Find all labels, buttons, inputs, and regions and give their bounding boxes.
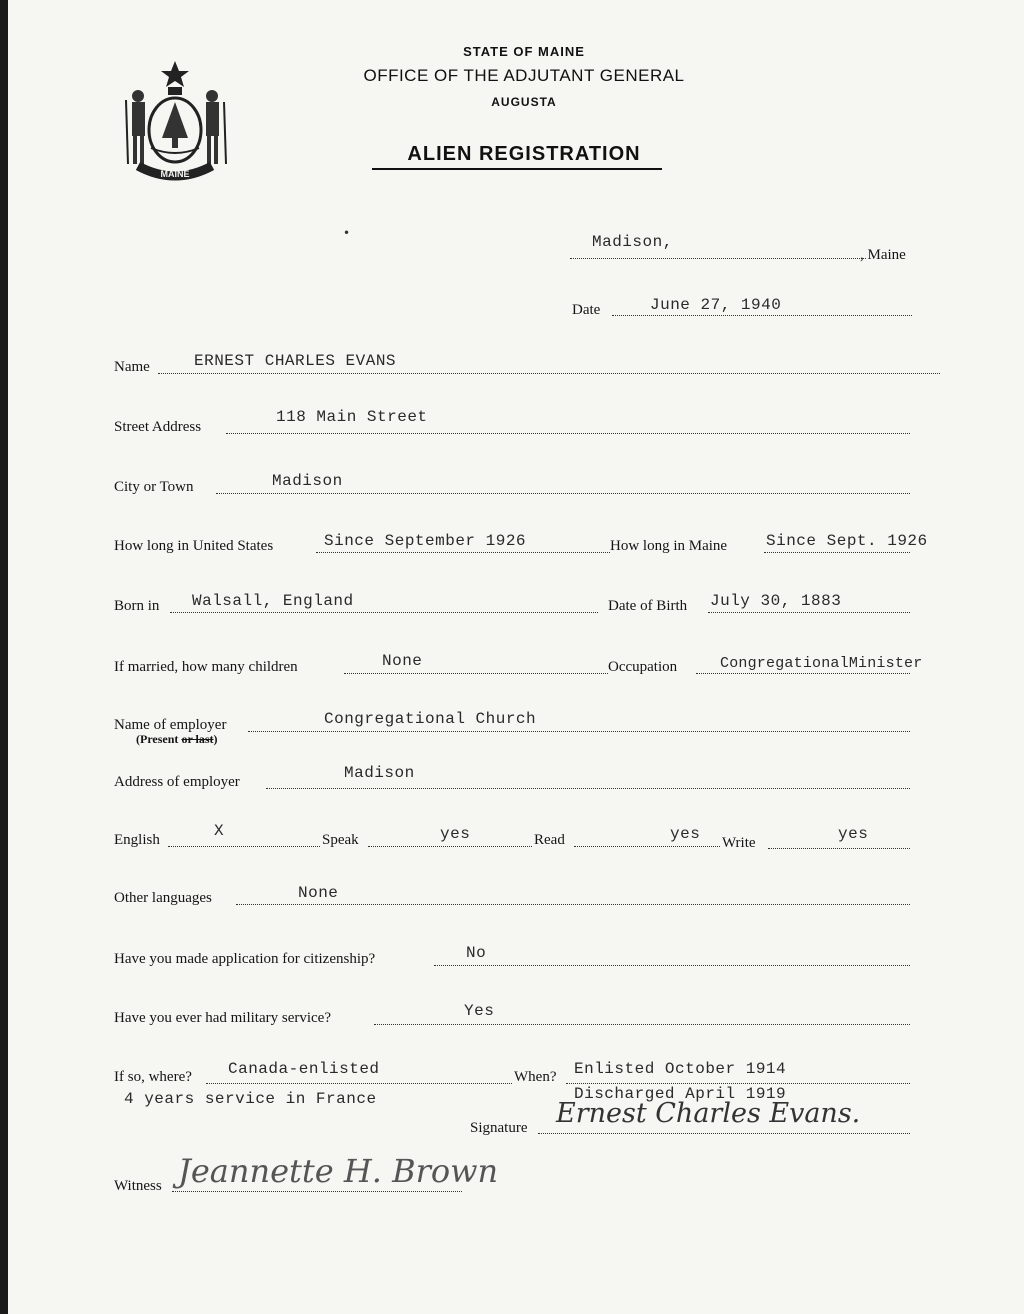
- children-value: None: [382, 652, 423, 670]
- date-label: Date: [572, 302, 601, 318]
- stray-mark: •: [343, 226, 351, 240]
- how-long-us-label: How long in United States: [114, 538, 274, 554]
- employer-value: Congregational Church: [324, 710, 537, 728]
- dob-label: Date of Birth: [608, 598, 688, 614]
- form-page: [8, 0, 1024, 1314]
- employer-address-label: Address of employer: [114, 774, 240, 790]
- how-long-us-value: Since September 1926: [324, 532, 527, 550]
- city-town-label: City or Town: [114, 479, 194, 495]
- dob-value: July 30, 1883: [710, 592, 842, 610]
- citizenship-label: Have you made application for citizenship?: [114, 951, 376, 967]
- witness-value: Jeannette H. Brown: [178, 1152, 499, 1190]
- street-label: Street Address: [114, 419, 202, 435]
- when-extra: Discharged April 1919: [574, 1085, 787, 1103]
- signature-label: Signature: [470, 1120, 528, 1136]
- employer-sublabel: (Present or last): [136, 732, 218, 746]
- name-label: Name: [114, 359, 150, 375]
- how-long-maine-label: How long in Maine: [610, 538, 728, 554]
- when-value: Enlisted October 1914: [574, 1060, 787, 1078]
- where-value: Canada-enlisted: [228, 1060, 380, 1078]
- write-label: Write: [722, 835, 756, 851]
- read-label: Read: [534, 832, 565, 848]
- witness-label: Witness: [114, 1178, 162, 1194]
- read-value: yes: [670, 825, 701, 843]
- town-value: Madison,: [592, 233, 673, 251]
- signature-value: Ernest Charles Evans.: [556, 1098, 861, 1129]
- title-underline: [372, 168, 662, 170]
- how-long-maine-value: Since Sept. 1926: [766, 532, 928, 550]
- employer-label: Name of employer: [114, 717, 227, 733]
- date-value: June 27, 1940: [650, 296, 782, 314]
- write-value: yes: [838, 825, 869, 843]
- where-label: If so, where?: [114, 1069, 192, 1085]
- occupation-label: Occupation: [608, 659, 678, 675]
- born-in-value: Walsall, England: [192, 592, 354, 610]
- employer-address-value: Madison: [344, 764, 415, 782]
- town-suffix: , Maine: [860, 247, 906, 263]
- english-label: English: [114, 832, 160, 848]
- citizenship-value: No: [466, 944, 487, 962]
- svg-text:MAINE: MAINE: [160, 169, 190, 179]
- speak-value: yes: [440, 825, 471, 843]
- state-heading: STATE OF MAINE: [463, 44, 585, 59]
- english-value: X: [214, 822, 225, 840]
- occupation-value: CongregationalMinister: [720, 655, 923, 672]
- city-town-value: Madison: [272, 472, 343, 490]
- form-title: ALIEN REGISTRATION: [407, 143, 641, 165]
- office-heading: OFFICE OF THE ADJUTANT GENERAL: [363, 66, 685, 85]
- city-heading: AUGUSTA: [491, 95, 557, 109]
- street-value: 118 Main Street: [276, 408, 428, 426]
- born-in-label: Born in: [114, 598, 160, 614]
- other-languages-value: None: [298, 884, 339, 902]
- children-label: If married, how many children: [114, 659, 298, 675]
- when-label: When?: [514, 1069, 557, 1085]
- speak-label: Speak: [322, 832, 359, 848]
- name-value: ERNEST CHARLES EVANS: [194, 352, 397, 370]
- other-languages-label: Other languages: [114, 890, 212, 906]
- where-extra: 4 years service in France: [124, 1090, 377, 1108]
- military-label: Have you ever had military service?: [114, 1010, 331, 1026]
- military-value: Yes: [464, 1002, 495, 1020]
